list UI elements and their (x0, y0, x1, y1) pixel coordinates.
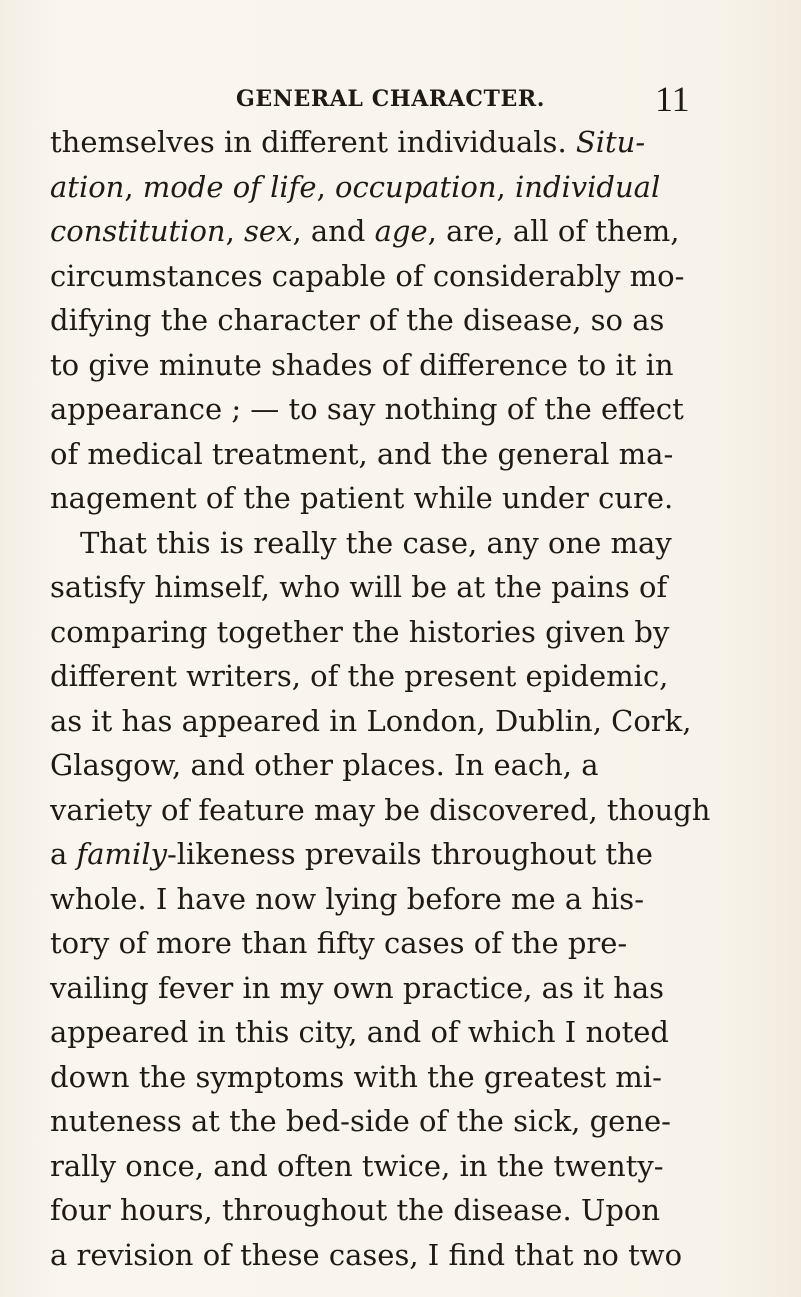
text-segment: appeared in this city, and of which I noted (50, 1015, 669, 1049)
text-line (50, 788, 709, 833)
text-segment: , (124, 169, 143, 204)
italic-text: Situ- (575, 125, 646, 159)
running-head (0, 78, 801, 118)
text-segment: nuteness at the bed-side of the sick, gene- (50, 1104, 671, 1138)
text-line (50, 610, 710, 655)
running-head-title: GENERAL CHARACTER. (236, 86, 546, 112)
text-segment: to give minute shades of difference to it in (50, 347, 674, 382)
italic-text: constitution (50, 214, 226, 248)
text-segment: , and (292, 214, 375, 248)
text-segment: rally once, and often twice, in the twenty- (50, 1148, 664, 1183)
text-line (50, 921, 710, 966)
text-segment: difying the character of the disease, so as (50, 303, 665, 337)
text-segment: Glasgow, and other places. In each, a (50, 748, 599, 782)
text-segment: , are, all of them, (427, 214, 680, 248)
text-segment: comparing together the histories given by (50, 614, 670, 649)
text-segment: , (225, 214, 245, 248)
italic-text: mode of life (142, 169, 317, 204)
text-line (50, 343, 710, 388)
text-line (50, 165, 710, 210)
italic-text: individual (514, 169, 661, 204)
italic-text: occupation (335, 169, 497, 204)
text-line (50, 654, 710, 699)
text-segment: appearance ; — to say nothing of the effect (50, 392, 684, 426)
text-line (50, 1055, 710, 1100)
text-line (50, 387, 710, 432)
text-segment: themselves in different individuals. (50, 125, 576, 159)
italic-text: ation (50, 169, 125, 204)
text-segment: of medical treatment, and the general ma- (50, 436, 674, 471)
text-line (50, 432, 710, 477)
text-line (50, 743, 710, 788)
page-number: 11 (655, 79, 690, 119)
text-segment: a (50, 837, 77, 871)
text-line (50, 966, 710, 1011)
text-line (50, 1233, 710, 1278)
text-line (50, 120, 710, 165)
text-segment: circumstances capable of considerably mo- (50, 258, 685, 293)
body-text (50, 120, 710, 1277)
text-line (50, 565, 710, 610)
text-segment: tory of more than fifty cases of the pre- (50, 926, 628, 960)
text-segment: different writers, of the present epidemic, (50, 659, 669, 693)
text-segment: four hours, throughout the disease. Upon (50, 1193, 661, 1227)
text-line (50, 1010, 710, 1055)
text-line (50, 832, 710, 877)
text-line (50, 521, 710, 566)
text-line (50, 209, 710, 254)
text-segment: vailing fever in my own practice, as it has (50, 970, 665, 1005)
text-segment: , (316, 169, 335, 204)
text-line (50, 699, 710, 744)
text-line (50, 298, 710, 343)
text-segment: down the symptoms with the greatest mi- (50, 1059, 662, 1094)
text-segment: , (496, 169, 515, 204)
text-segment: a revision of these cases, I find that no two (50, 1237, 683, 1272)
italic-text: age (374, 214, 428, 248)
text-segment: whole. I have now lying before me a his- (50, 881, 644, 916)
text-segment: nagement of the patient while under cure. (50, 481, 674, 515)
text-segment: variety of feature may be discovered, though (50, 792, 711, 827)
italic-text: sex (244, 214, 293, 248)
text-segment: satisfy himself, who will be at the pains of (50, 570, 668, 604)
text-segment: That this is really the case, any one may (80, 525, 672, 560)
text-line (50, 877, 710, 922)
text-line (50, 1099, 710, 1144)
text-line (50, 476, 710, 521)
text-segment: as it has appeared in London, Dublin, Cork, (50, 703, 692, 738)
text-segment: -likeness prevails throughout the (166, 837, 653, 871)
italic-text: family (76, 837, 167, 871)
text-line (50, 1144, 710, 1189)
text-line (50, 254, 710, 299)
text-line (50, 1188, 710, 1233)
